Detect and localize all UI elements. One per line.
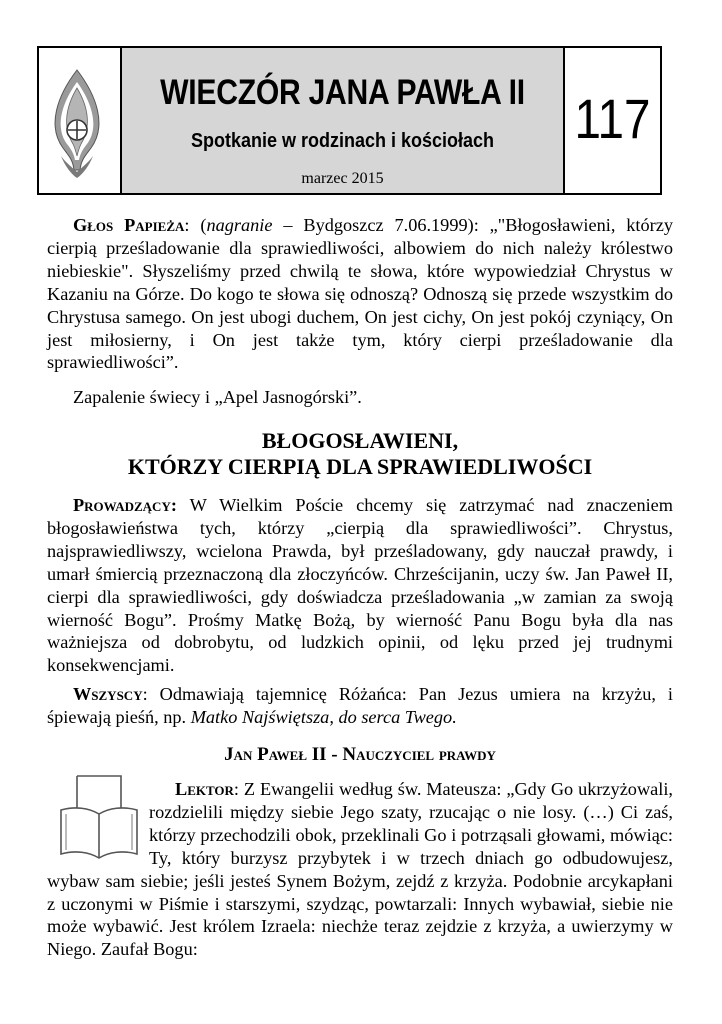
issue-number: 117 — [574, 87, 651, 150]
flame-cross-logo-icon — [39, 48, 116, 193]
reader-paragraph — [47, 778, 673, 961]
pope-voice-label: Głos Papieża — [73, 215, 185, 235]
reader-label: Lektor — [175, 779, 234, 799]
main-heading-line2: KTÓRZY CIERPIĄ DLA SPRAWIEDLIWOŚCI — [127, 454, 593, 479]
leader-text: W Wielkim Poście chcemy się zatrzymać nad znaczeniem błogosławieństwa tych, którzy „cierpią dla sprawiedliwości”. Chrystus, najsprawiedliwszy, wcielona Prawda, był prześladowany, gdy nauczał prawdy, i umarł śmiercią przeznaczoną dla złoczyńców. Chrześcijanin, uczy św. Jan Paweł II, cierpi dla sprawiedliwości, gdy doświadcza prześladowania „w zamian za swoją wierność Bogu”. Prośmy Matkę Bożą, by wierność Panu Bogu była dla nas ważniejsza od dobrobytu, od ludzkich opinii, od lęku przed jej trudnymi konsekwencjami. — [47, 495, 673, 676]
pope-voice-text: – Bydgoszcz 7.06.1999): „"Błogosławieni, którzy cierpią prześladowanie dla sprawiedliwości, albowiem do nich należy królestwo niebieskie". Słyszeliśmy przed chwilą te słowa, które wypowiedział Chrystus w Kazaniu na Górze. Do kogo te słowa się odnoszą? Odnoszą się przede wszystkim do Chrystusa samego. On jest ubogi duchem, On jest cichy, On jest pokój czyniący, On jest miłosierny, i On jest także tym, który cierpi prześladowanie dla sprawiedliwości”. — [47, 215, 673, 373]
main-heading-line1: BŁOGOSŁAWIENI, — [261, 428, 459, 453]
issue-cell — [565, 48, 660, 193]
main-title: WIECZÓR JANA PAWŁA II — [160, 73, 525, 112]
header-box — [37, 46, 662, 195]
candle-line: Zapalenie świecy i „Apel Jasnogórski”. — [73, 387, 362, 407]
pope-voice-source: nagranie — [206, 215, 273, 235]
all-paragraph — [47, 683, 673, 729]
book-icon-spacer — [47, 778, 149, 868]
reader-text: : Z Ewangelii według św. Mateusza: „Gdy Go ukrzyżowali, rozdzielili między siebie Jego szaty, rzucając o nie losy. (…) Ci zaś, którzy przechodzili obok, przeklinali Go i potrząsali głowami, mówiąc: Ty, który burzysz przybytek i w trzech dniach go odbudowujesz, wybaw sam siebie; jeśli jesteś Synem Bożym, zejdź z krzyża. Podobnie arcykapłani z uczonymi w Piśmie i starszymi, szydząc, powtarzali: Innych wybawiał, siebie nie może wybawić. Jest królem Izraela: niechże teraz zejdzie z krzyża, a uwierzymy w Niego. Zaufał Bogu: — [47, 779, 673, 960]
logo-cell — [39, 48, 122, 193]
subtitle: Spotkanie w rodzinach i kościołach — [190, 130, 495, 152]
pope-voice-colon: : ( — [184, 215, 207, 235]
all-song: Matko Najświętsza, do serca Twego. — [190, 706, 457, 727]
all-text: : Odmawiają tajemnicę Różańca: Pan Jezus umiera na krzyżu, i śpiewają pieśń, np. — [47, 684, 673, 727]
issue-date: marzec 2015 — [301, 170, 384, 187]
main-heading — [47, 428, 673, 480]
title-cell — [122, 48, 565, 193]
leader-label: Prowadzący: — [73, 495, 177, 515]
all-label: Wszyscy — [73, 684, 143, 704]
pope-voice-paragraph — [47, 214, 673, 374]
sub-heading: Jan Paweł II - Nauczyciel prawdy — [224, 744, 496, 765]
leader-paragraph — [47, 494, 673, 677]
